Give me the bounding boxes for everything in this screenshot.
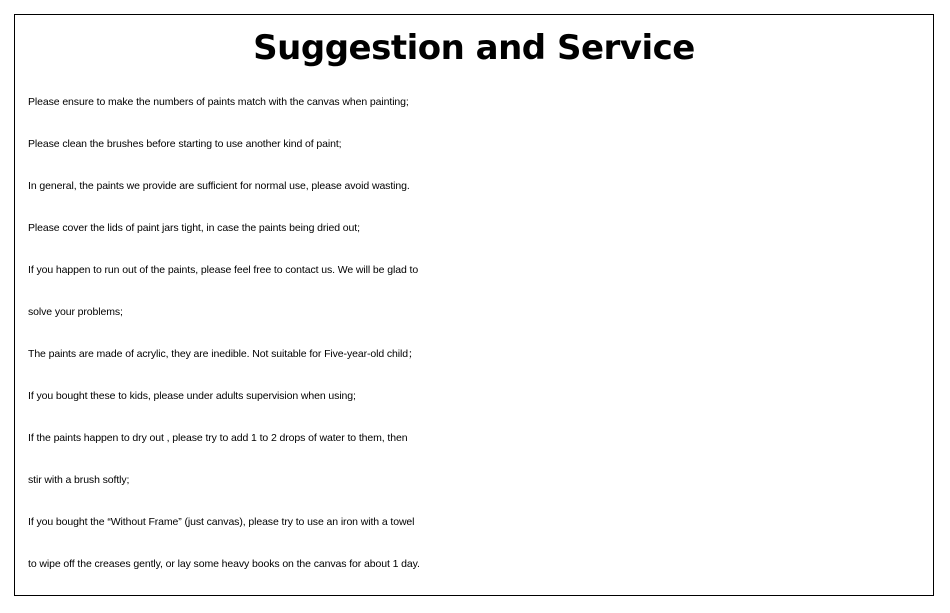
notice-lines [15,81,933,585]
notice-line: If the paints happen to dry out , please try to add 1 to 2 drops of water to them, then [28,432,408,444]
notice-title: Suggestion and Service [253,28,695,68]
notice-line: In general, the paints we provide are sufficient for normal use, please avoid wasting. [28,180,410,192]
notice-line: If you bought the “Without Frame” (just canvas), please try to use an iron with a towel [28,516,415,528]
notice-line: If you happen to run out of the paints, please feel free to contact us. We will be glad to [28,264,419,276]
notice-line: If you bought these to kids, please under adults supervision when using; [28,390,356,402]
notice-line: Please ensure to make the numbers of paints match with the canvas when painting; [28,96,409,108]
notice-line: Please cover the lids of paint jars tight, in case the paints being dried out; [28,222,360,234]
notice-line: Please clean the brushes before starting to use another kind of paint; [28,138,342,150]
notice-line: solve your problems; [28,306,123,318]
notice-line: The paints are made of acrylic, they are inedible. Not suitable for Five-year-old child； [28,348,419,360]
notice-box [14,14,934,596]
notice-line: to wipe off the creases gently, or lay some heavy books on the canvas for about 1 day. [28,558,420,570]
notice-line: stir with a brush softly; [28,474,130,486]
